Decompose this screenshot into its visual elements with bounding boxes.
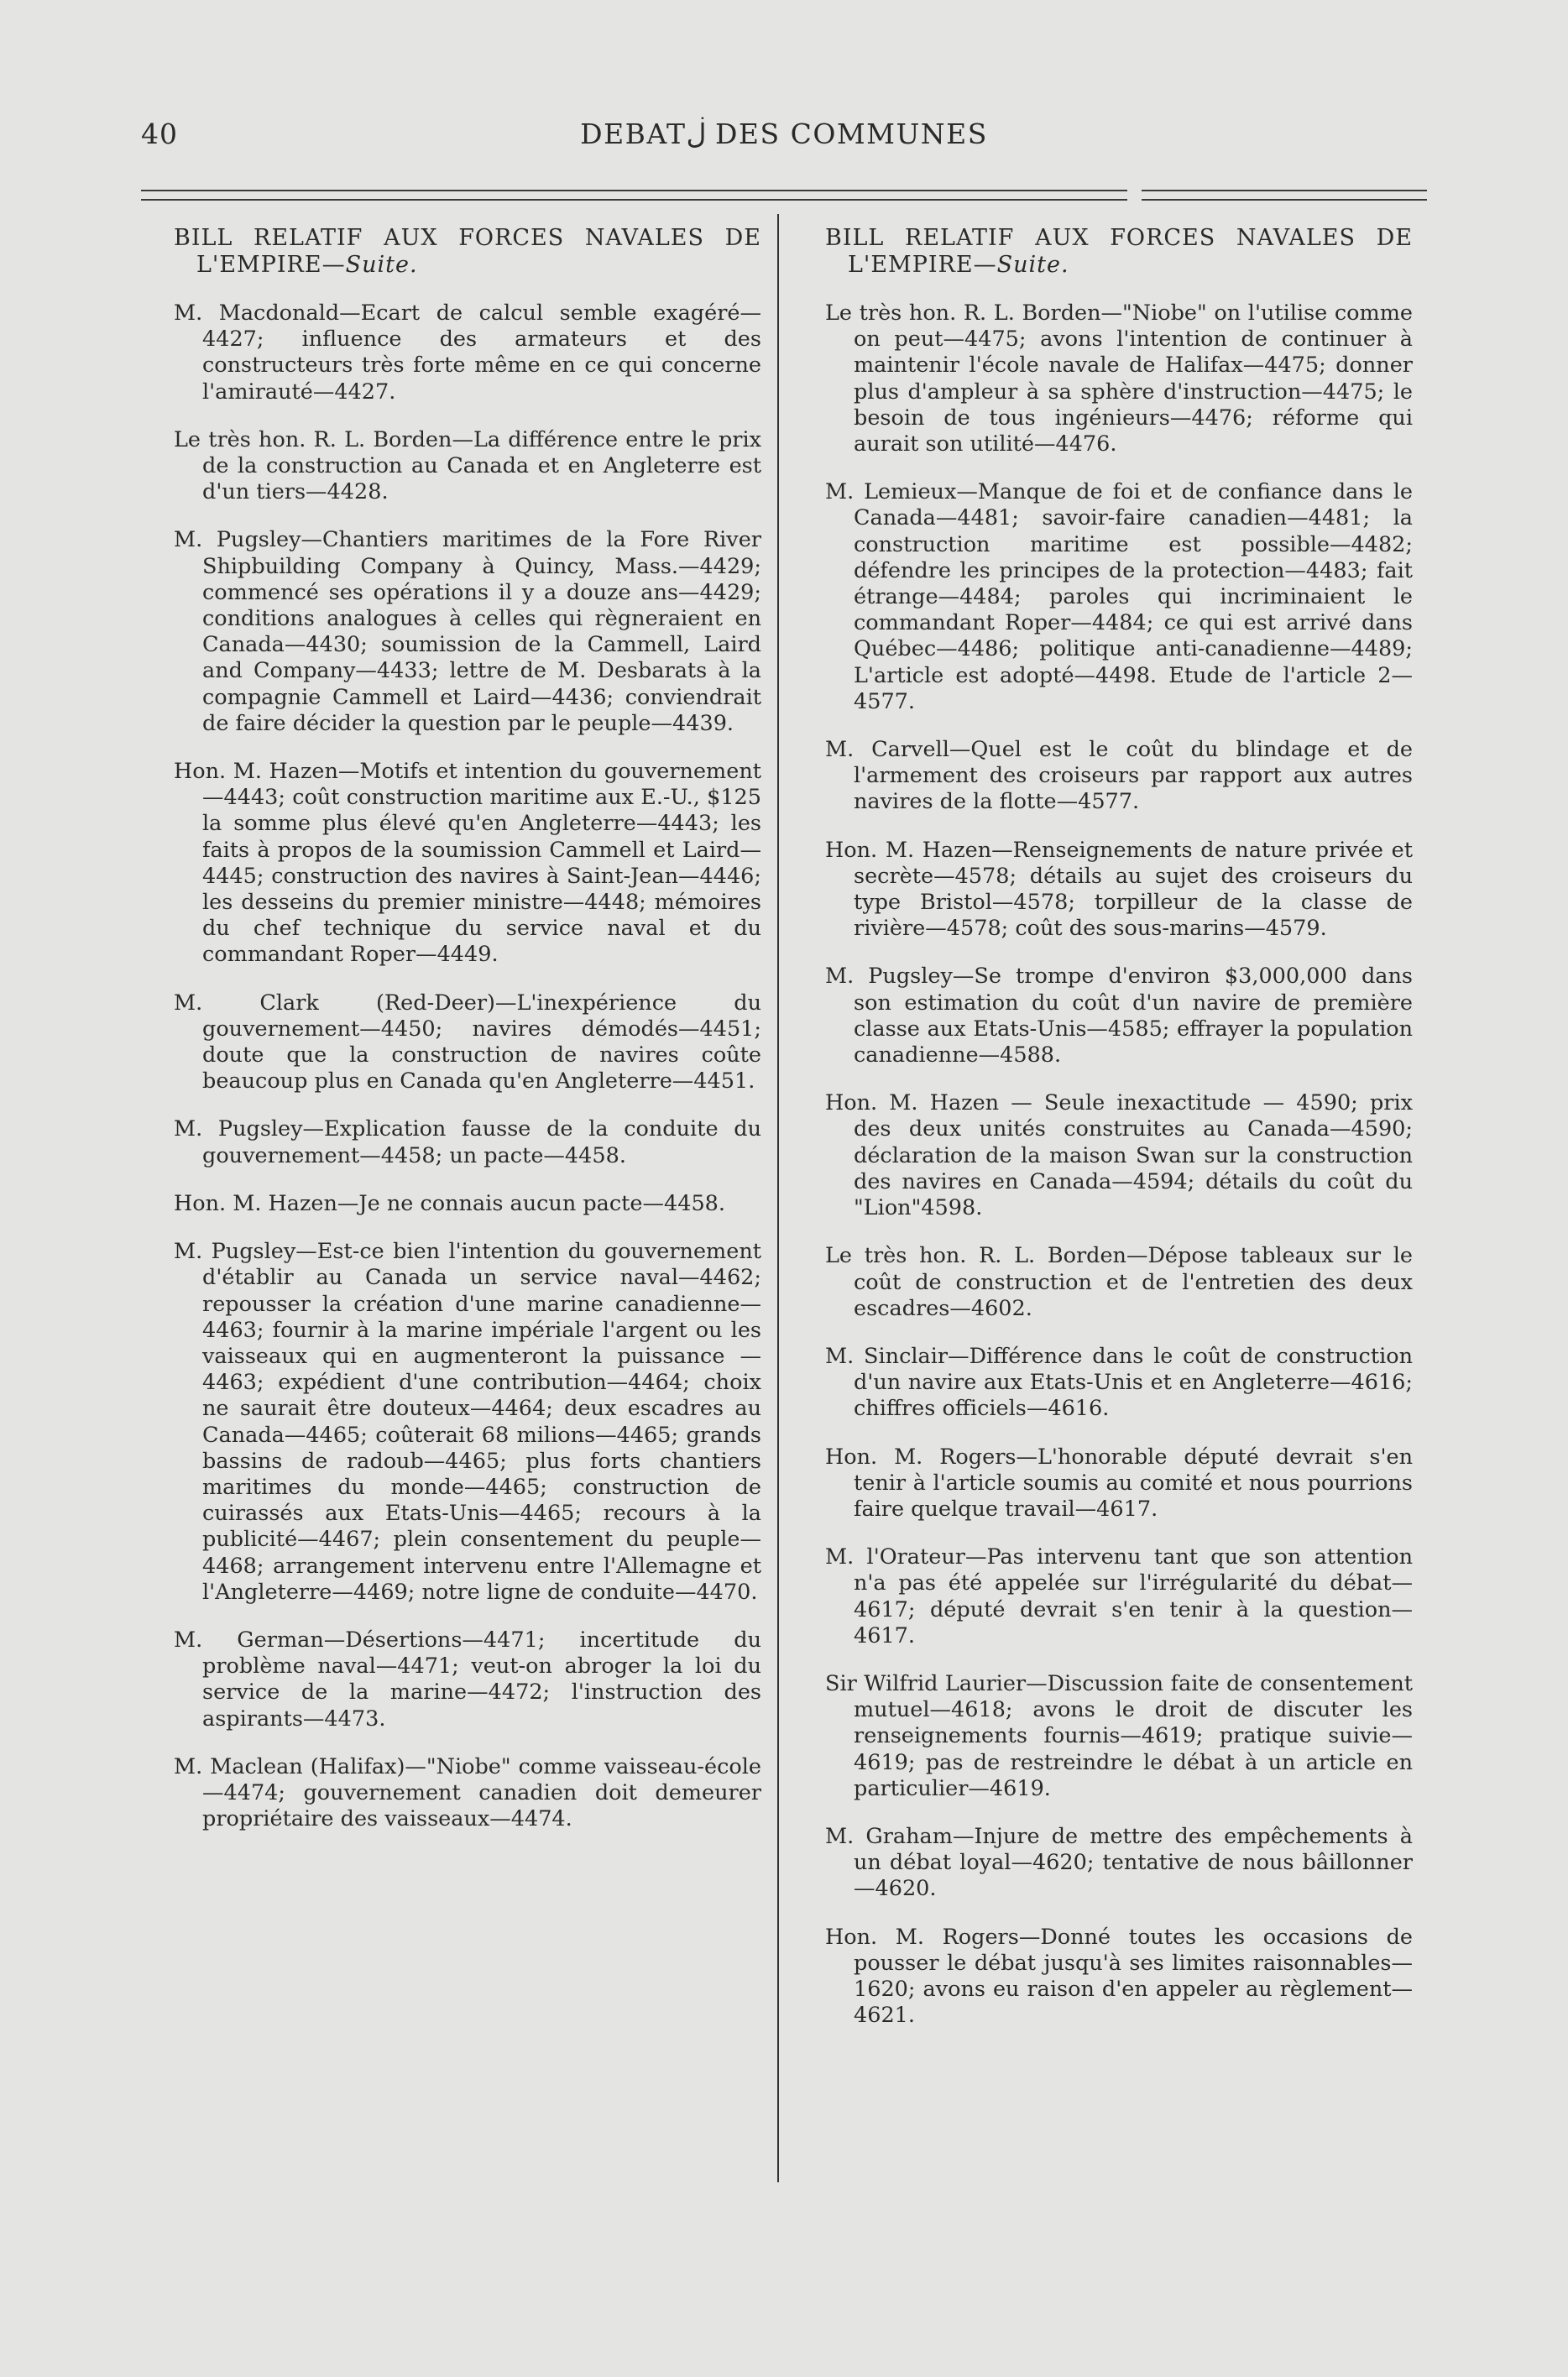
index-entry: Le très hon. R. L. Borden—"Niobe" on l'utilise comme on peut—4475; avons l'intention de continuer à maintenir l'école navale de Halifax—4475; donner plus d'ampleur à sa sphère d'instruction—4475; le besoin de tous ingénieurs—4476; réforme qui aurait son utilité—4476. <box>825 300 1413 457</box>
index-entry: Hon. M. Rogers—Donné toutes les occasions de pousser le débat jusqu'à ses limites raisonnables—1620; avons eu raison d'en appeler au règlement—4621. <box>825 1924 1413 2029</box>
index-entry: Le très hon. R. L. Borden—La différence entre le prix de la construction au Canada et en Angleterre est d'un tiers—4428. <box>174 426 761 505</box>
index-entry: Sir Wilfrid Laurier—Discussion faite de consentement mutuel—4618; avons le droit de discuter les renseignements fournis—4619; pratique suivie—4619; pas de restreindre le débat à un article en particulier—4619. <box>825 1670 1413 1801</box>
index-entry: M. Pugsley—Chantiers maritimes de la Fore River Shipbuilding Company à Quincy, Mass.—4429; commencé ses opérations il y a douze ans—4429; conditions analogues à celles qui règneraient en Canada—4430; soumission de la Cammell, Laird and Company—4433; lettre de M. Desbarats à la compagnie Cammell et Laird—4436; conviendrait de faire décider la question par le peuple—4439. <box>174 527 761 736</box>
index-entry: M. Pugsley—Se trompe d'environ $3,000,000 dans son estimation du coût d'un navire de première classe aux Etats-Unis—4585; effrayer la population canadienne—4588. <box>825 964 1413 1068</box>
index-entry: M. Clark (Red-Deer)—L'inexpérience du gouvernement—4450; navires démodés—4451; doute que la construction de navires coûte beaucoup plus en Canada qu'en Angleterre—4451. <box>174 990 761 1094</box>
section-heading <box>825 225 1413 279</box>
index-entry: M. Lemieux—Manque de foi et de confiance dans le Canada—4481; savoir-faire canadien—4481; la construction maritime est possible—4482; défendre les principes de la protection—4483; fait étrange—4484; paroles qui incriminaient le commandant Roper—4484; ce qui est arrivé dans Québec—4486; politique anti-canadienne—4489; L'article est adopté—4498. Etude de l'article 2—4577. <box>825 479 1413 714</box>
header-rule-left <box>141 190 1127 201</box>
index-entry: M. l'Orateur—Pas intervenu tant que son attention n'a pas été appelée sur l'irrégularité du débat—4617; député devrait s'en tenir à la question—4617. <box>825 1544 1413 1648</box>
running-title: DEBATڶ DES COMMUNES <box>580 118 988 150</box>
index-entry: M. Macdonald—Ecart de calcul semble exagéré—4427; influence des armateurs et des constructeurs très forte même en ce qui concerne l'amirauté—4427. <box>174 300 761 405</box>
index-entry: M. Graham—Injure de mettre des empêchements à un débat loyal—4620; tentative de nous bâillonner—4620. <box>825 1823 1413 1902</box>
index-entry: Le très hon. R. L. Borden—Dépose tableaux sur le coût de construction et de l'entretien des deux escadres—4602. <box>825 1243 1413 1321</box>
index-entry: M. Pugsley—Est-ce bien l'intention du gouvernement d'établir au Canada un service naval—4462; repousser la création d'une marine canadienne—4463; fournir à la marine impériale l'argent ou les vaisseaux qui en augmenteront la puissance —4463; expédient d'une contribution—4464; choix ne saurait être douteux—4464; deux escadres au Canada—4465; coûterait 68 milions—4465; grands bassins de radoub—4465; plus forts chantiers maritimes du monde—4465; construction de cuirassés aux Etats-Unis—4465; recours à la publicité—4467; plein consentement du peuple—4468; arrangement intervenu entre l'Allemagne et l'Angleterre—4469; notre ligne de conduite—4470. <box>174 1239 761 1605</box>
header-rule-right <box>1142 190 1427 201</box>
section-heading <box>174 225 761 279</box>
index-entry: Hon. M. Rogers—L'honorable député devrait s'en tenir à l'article soumis au comité et nous pourrions faire quelque travail—4617. <box>825 1444 1413 1522</box>
left-column <box>174 225 761 1854</box>
right-column <box>825 225 1413 2050</box>
index-entry: M. Sinclair—Différence dans le coût de construction d'un navire aux Etats-Unis et en Angleterre—4616; chiffres officiels—4616. <box>825 1343 1413 1422</box>
section-heading-suite: Suite. <box>345 252 418 278</box>
index-entry: M. Carvell—Quel est le coût du blindage et de l'armement des croiseurs par rapport aux autres navires de la flotte—4577. <box>825 737 1413 815</box>
page-number: 40 <box>141 118 178 150</box>
section-heading-title: BILL RELATIF AUX FORCES NAVALES DE L'EMPIRE— <box>825 225 1413 278</box>
section-heading-suite: Suite. <box>996 252 1069 278</box>
index-entry: Hon. M. Hazen — Seule inexactitude — 4590; prix des deux unités construites au Canada—4590; déclaration de la maison Swan sur la construction des navires en Canada—4594; détails du coût du "Lion"4598. <box>825 1090 1413 1221</box>
index-entry: Hon. M. Hazen—Motifs et intention du gouvernement—4443; coût construction maritime aux E.-U., $125 la somme plus élevé qu'en Angleterre—4443; les faits à propos de la soumission Cammell et Laird—4445; construction des navires à Saint-Jean—4446; les desseins du premier ministre—4448; mémoires du chef technique du service naval et du commandant Roper—4449. <box>174 759 761 968</box>
index-entry: Hon. M. Hazen—Je ne connais aucun pacte—4458. <box>174 1190 726 1216</box>
index-entry: M. Maclean (Halifax)—"Niobe" comme vaisseau-école—4474; gouvernement canadien doit demeurer propriétaire des vaisseaux—4474. <box>174 1753 761 1832</box>
index-entry: M. German—Désertions—4471; incertitude du problème naval—4471; veut-on abroger la loi du service de la marine—4472; l'instruction des aspirants—4473. <box>174 1627 761 1732</box>
index-entry: Hon. M. Hazen—Renseignements de nature privée et secrète—4578; détails au sujet des croiseurs du type Bristol—4578; torpilleur de la classe de rivière—4578; coût des sous-marins—4579. <box>825 837 1413 942</box>
column-divider <box>777 214 779 2182</box>
section-heading-title: BILL RELATIF AUX FORCES NAVALES DE L'EMPIRE— <box>174 225 761 278</box>
index-entry: M. Pugsley—Explication fausse de la conduite du gouvernement—4458; un pacte—4458. <box>174 1116 761 1168</box>
